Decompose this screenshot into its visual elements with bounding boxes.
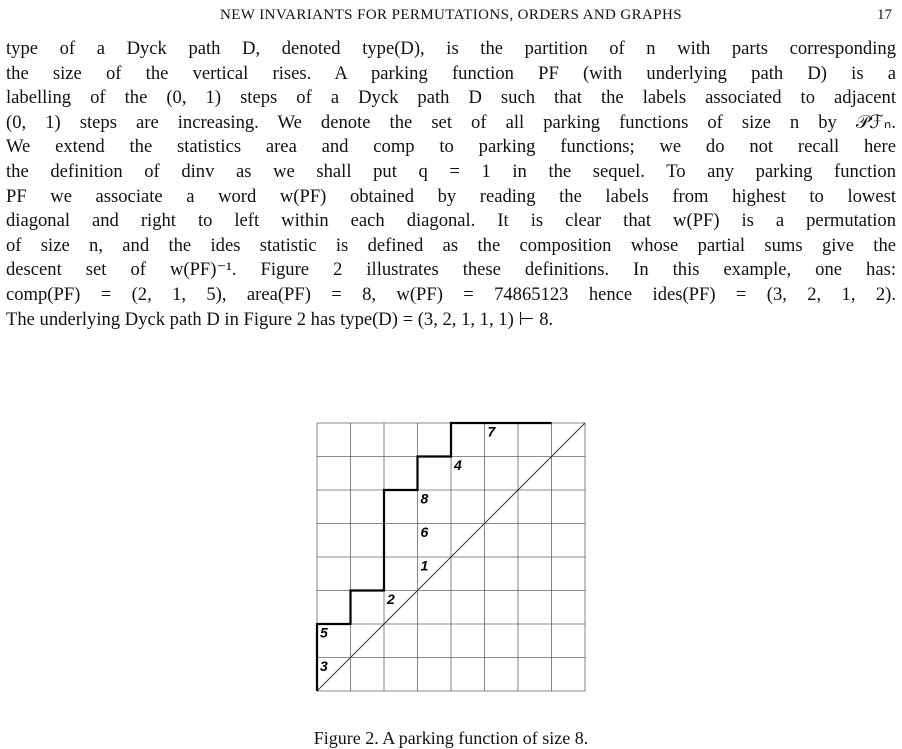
dyck-path-diagram (300, 412, 600, 702)
paragraph-line: type of a Dyck path D, denoted type(D), is the partition of n with parts corresponding (6, 38, 896, 59)
figure-caption: Figure 2. A parking function of size 8. (313, 728, 589, 748)
paragraph-line: descent set of w(PF)⁻¹. Figure 2 illustrates these definitions. In this example, one has: (6, 259, 896, 281)
paragraph-line: labelling of the (0, 1) steps of a Dyck path D such that the labels associated to adjacent (6, 87, 896, 109)
parking-function-figure (300, 412, 600, 702)
step-label: 1 (420, 557, 429, 574)
step-label: 4 (454, 457, 462, 473)
paragraph-line: (0, 1) steps are increasing. We denote the set of all parking functions of size n by 𝒫ℱₙ. (6, 111, 896, 133)
step-label: 5 (320, 624, 328, 641)
step-label: 8 (420, 490, 429, 507)
step-label: 7 (487, 423, 496, 440)
step-label: 6 (420, 524, 429, 540)
body-paragraph (6, 37, 896, 332)
paragraph-line: comp(PF) = (2, 1, 5), area(PF) = 8, w(PF) = 74865123 hence ides(PF) = (3, 2, 1, 2). (6, 283, 896, 305)
paragraph-line: We extend the statistics area and comp to parking functions; we do not recall here (6, 136, 896, 158)
page-number: 17 (877, 7, 892, 23)
step-label: 3 (320, 658, 328, 674)
paragraph-line: the size of the vertical rises. A parking function PF (with underlying path D) is a (6, 62, 896, 84)
paragraph-line: The underlying Dyck path D in Figure 2 has type(D) = (3, 2, 1, 1, 1) ⊢ 8. (6, 308, 554, 330)
paragraph-line: the definition of dinv as we shall put q = 1 in the sequel. To any parking function (6, 160, 896, 182)
running-head (0, 7, 902, 29)
paragraph-line: of size n, and the ides statistic is defined as the composition whose partial sums give the (6, 234, 896, 256)
paragraph-line: diagonal and right to left within each diagonal. It is clear that w(PF) is a permutation (6, 210, 896, 232)
step-label: 2 (387, 591, 395, 607)
paragraph-line: PF we associate a word w(PF) obtained by reading the labels from highest to lowest (6, 185, 896, 207)
running-title: NEW INVARIANTS FOR PERMUTATIONS, ORDERS AND GRAPHS (219, 7, 683, 23)
